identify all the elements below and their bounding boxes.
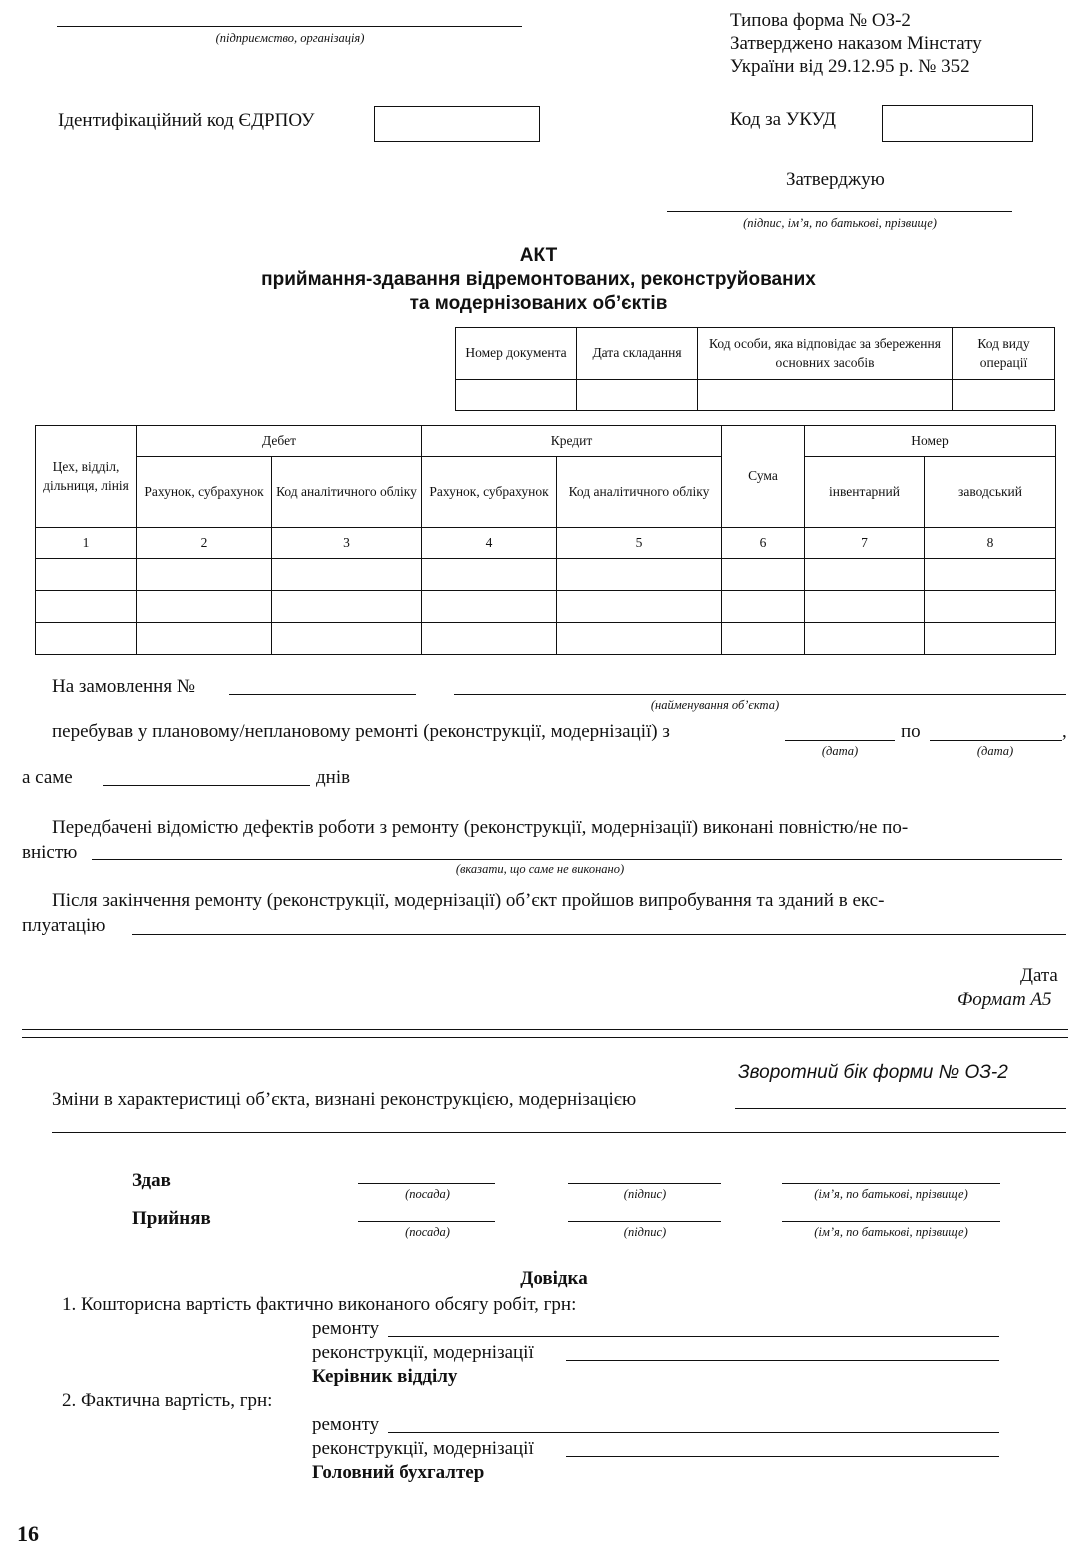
- form-number: Типова форма № ОЗ-2: [730, 10, 911, 31]
- changes-label: Зміни в характеристиці об’єкта, визнані реконструкцією, модернізацією: [52, 1089, 637, 1110]
- table-cell[interactable]: [557, 623, 722, 655]
- order-number-line[interactable]: [229, 694, 416, 695]
- operation-code-cell[interactable]: [953, 380, 1055, 411]
- header-inventory-number: інвентарний: [805, 457, 925, 528]
- table-cell[interactable]: [722, 591, 805, 623]
- act-subtitle-line1: приймання-здавання відремонтованих, реконструйованих: [261, 269, 816, 290]
- kerivnyk-label: Керівник відділу: [312, 1366, 458, 1387]
- form-approval-date: України від 29.12.95 р. № 352: [730, 56, 970, 77]
- header-suma: Сума: [722, 426, 805, 528]
- pryiniav-signature-line[interactable]: [568, 1221, 721, 1222]
- header-doc-date: Дата складання: [577, 328, 698, 380]
- table-cell[interactable]: [722, 559, 805, 591]
- zdav-position-caption: (посада): [405, 1187, 450, 1201]
- column-number: 6: [722, 528, 805, 559]
- ukud-label: Код за УКУД: [730, 109, 837, 130]
- zdav-signature-line[interactable]: [568, 1183, 721, 1184]
- table-cell[interactable]: [272, 559, 422, 591]
- header-operation-code: Код виду операції: [953, 328, 1055, 380]
- header-kredyt-analytic: Код аналітичного обліку: [557, 457, 722, 528]
- header-factory-number: заводський: [925, 457, 1056, 528]
- table-cell[interactable]: [137, 559, 272, 591]
- table-cell[interactable]: [36, 591, 137, 623]
- defects-text-line1: Передбачені відомістю дефектів роботи з ремонту (реконструкції, модернізації) виконані повністю/не по-: [52, 817, 909, 838]
- actual-cost-item: 2. Фактична вартість, грн:: [62, 1390, 273, 1411]
- a-same-label: а саме: [22, 767, 73, 788]
- actual-rekon-line[interactable]: [566, 1456, 999, 1457]
- estimate-rekon-line[interactable]: [566, 1360, 999, 1361]
- after-text-line2: плуатацію: [22, 915, 106, 936]
- start-date-caption: (дата): [821, 744, 859, 758]
- header-debet-account: Рахунок, субрахунок: [137, 457, 272, 528]
- header-debet: Дебет: [137, 426, 422, 457]
- column-number: 1: [36, 528, 137, 559]
- header-nomer: Номер: [805, 426, 1056, 457]
- zdav-signature-caption: (підпис): [623, 1187, 667, 1201]
- estimate-cost-item: 1. Кошторисна вартість фактично виконаного обсягу робіт, грн:: [62, 1294, 577, 1315]
- operation-line[interactable]: [132, 934, 1066, 935]
- column-number: 7: [805, 528, 925, 559]
- act-subtitle-line2: та модернізованих об’єктів: [409, 293, 668, 314]
- object-name-line[interactable]: [454, 694, 1066, 695]
- column-number: 4: [422, 528, 557, 559]
- header-doc-number: Номер документа: [456, 328, 577, 380]
- zdav-name-caption: (ім’я, по батькові, прізвище): [814, 1187, 968, 1201]
- actual-remontu-line[interactable]: [388, 1432, 999, 1433]
- repair-end-date-line[interactable]: [930, 740, 1062, 741]
- page-number: 16: [17, 1521, 39, 1546]
- organization-caption: (підприємство, організація): [215, 31, 365, 45]
- form-approval: Затверджено наказом Мінстату: [730, 33, 982, 54]
- table-cell[interactable]: [805, 591, 925, 623]
- table-cell[interactable]: [925, 591, 1056, 623]
- not-completed-line[interactable]: [92, 859, 1062, 860]
- table-cell[interactable]: [36, 623, 137, 655]
- table-cell[interactable]: [805, 559, 925, 591]
- date-label: Дата: [1020, 965, 1058, 986]
- column-number: 5: [557, 528, 722, 559]
- edrpou-label: Ідентифікаційний код ЄДРПОУ: [58, 110, 315, 131]
- days-count-line[interactable]: [103, 785, 310, 786]
- table-cell[interactable]: [925, 623, 1056, 655]
- end-date-caption: (дата): [976, 744, 1014, 758]
- pryiniav-name-line[interactable]: [782, 1221, 1000, 1222]
- actual-remontu-label: ремонту: [312, 1414, 380, 1435]
- edrpou-code-field[interactable]: [374, 106, 540, 142]
- repair-text: перебував у плановому/неплановому ремонті (реконструкції, модернізації) з: [52, 721, 670, 742]
- header-responsible-code: Код особи, яка відповідає за збереження основних засобів: [698, 328, 953, 380]
- comma: ,: [1062, 721, 1067, 742]
- changes-line-1[interactable]: [735, 1108, 1066, 1109]
- column-number: 3: [272, 528, 422, 559]
- separator-bottom: [22, 1037, 1068, 1038]
- table-row: [36, 559, 1056, 591]
- table-row: [36, 623, 1056, 655]
- approve-signature-line[interactable]: [667, 211, 1012, 212]
- responsible-code-cell[interactable]: [698, 380, 953, 411]
- actual-rekon-label: реконструкції, модернізації: [312, 1438, 534, 1459]
- table-cell[interactable]: [722, 623, 805, 655]
- pryiniav-position-caption: (посада): [405, 1225, 450, 1239]
- accounting-table: [35, 425, 1056, 655]
- days-label: днів: [316, 767, 351, 788]
- table-cell[interactable]: [272, 623, 422, 655]
- separator-top: [22, 1029, 1068, 1030]
- repair-start-date-line[interactable]: [785, 740, 895, 741]
- header-kredyt: Кредит: [422, 426, 722, 457]
- ukud-code-field[interactable]: [882, 105, 1033, 142]
- form-reference: [730, 9, 982, 78]
- header-workshop: Цех, відділ, дільниця, лінія: [36, 426, 137, 528]
- table-cell[interactable]: [137, 623, 272, 655]
- defects-text-line2: вністю: [22, 842, 78, 863]
- doc-number-cell[interactable]: [456, 380, 577, 411]
- doc-date-cell[interactable]: [577, 380, 698, 411]
- pryiniav-name-caption: (ім’я, по батькові, прізвище): [814, 1225, 968, 1239]
- table-cell[interactable]: [557, 591, 722, 623]
- header-debet-analytic: Код аналітичного обліку: [272, 457, 422, 528]
- object-name-caption: (найменування об’єкта): [650, 698, 780, 712]
- approve-label: Затверджую: [786, 169, 885, 190]
- po-label: по: [901, 721, 921, 742]
- column-number: 2: [137, 528, 272, 559]
- document-info-table: [455, 327, 1055, 411]
- zdav-name-line[interactable]: [782, 1183, 1000, 1184]
- table-row: [36, 591, 1056, 623]
- column-number: 8: [925, 528, 1056, 559]
- organization-line: [57, 26, 522, 27]
- not-completed-caption: (вказати, що саме не виконано): [455, 862, 625, 876]
- table-cell[interactable]: [557, 559, 722, 591]
- act-title: АКТ: [519, 245, 558, 266]
- table-cell[interactable]: [137, 591, 272, 623]
- pryiniav-label: Прийняв: [132, 1208, 211, 1229]
- table-cell[interactable]: [272, 591, 422, 623]
- golovnyi-label: Головний бухгалтер: [312, 1462, 485, 1483]
- table-cell[interactable]: [422, 623, 557, 655]
- table-cell[interactable]: [805, 623, 925, 655]
- approve-caption: (підпис, ім’я, по батькові, прізвище): [743, 216, 937, 230]
- estimate-rekon-label: реконструкції, модернізації: [312, 1342, 534, 1363]
- zdav-label: Здав: [132, 1170, 171, 1191]
- pryiniav-position-line[interactable]: [358, 1221, 495, 1222]
- table-cell[interactable]: [422, 559, 557, 591]
- changes-line-2[interactable]: [52, 1132, 1066, 1133]
- table-cell[interactable]: [36, 559, 137, 591]
- back-side-title: Зворотний бік форми № ОЗ-2: [738, 1062, 1008, 1083]
- after-text-line1: Після закінчення ремонту (реконструкції, модернізації) об’єкт пройшов випробування та зданий в екс-: [52, 890, 885, 911]
- zdav-position-line[interactable]: [358, 1183, 495, 1184]
- dovidka-title: Довідка: [520, 1268, 588, 1289]
- estimate-remontu-label: ремонту: [312, 1318, 380, 1339]
- table-cell[interactable]: [422, 591, 557, 623]
- estimate-remontu-line[interactable]: [388, 1336, 999, 1337]
- header-kredyt-account: Рахунок, субрахунок: [422, 457, 557, 528]
- order-label: На замовлення №: [52, 676, 195, 697]
- pryiniav-signature-caption: (підпис): [623, 1225, 667, 1239]
- table-cell[interactable]: [925, 559, 1056, 591]
- format-label: Формат А5: [957, 989, 1052, 1010]
